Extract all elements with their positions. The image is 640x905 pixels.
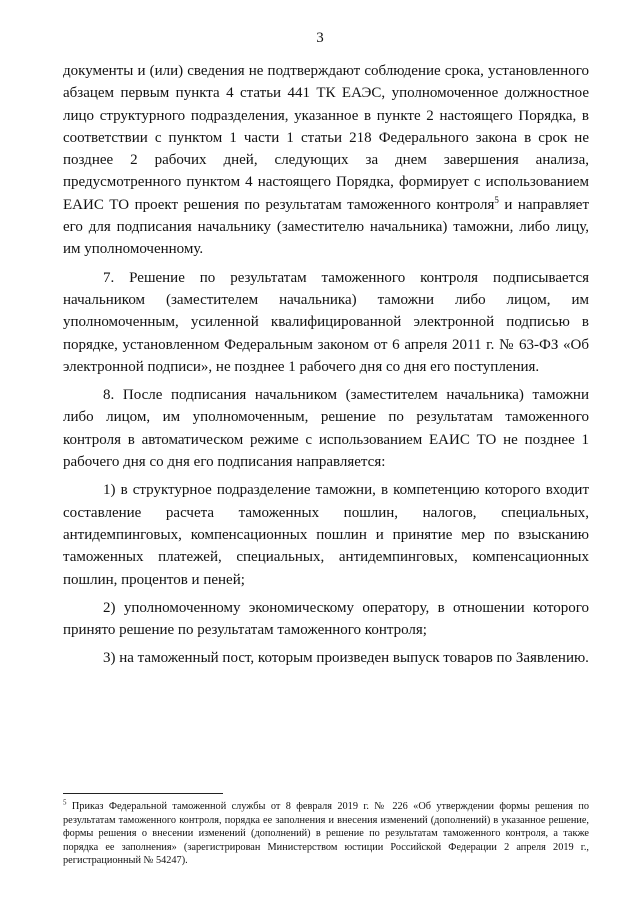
footnote-text: Приказ Федеральной таможенной службы от 8 февраля 2019 г. № 226 «Об утверждении формы решения по результатам таможенного контроля, порядка ее заполнения и внесения изменений (дополнений) в указанное решение, формы решения о внесении изменений (дополнений) в решение по результатам таможенного контроля, а также порядка ее заполнения» (зарегистрирован Министерством юстиции Российской Федерации 2 апреля 2019 г., регистрационный № 54247).	[63, 801, 589, 866]
paragraph-continued-end: и направляет его для подписания начальнику (заместителю начальника) таможни, либо лицу, им уполномоченному.	[63, 196, 589, 258]
footnote-reference[interactable]: 5	[494, 194, 499, 205]
footnote-divider	[63, 793, 223, 794]
footnote-number: 5	[63, 798, 67, 807]
paragraph-continued-text: документы и (или) сведения не подтверждают соблюдение срока, установленного абзацем первым пункта 4 статьи 441 ТК ЕАЭС, уполномоченное должностное лицо структурного подразделения, указанное в пункте 2 настоящего Порядка, в соответствии с пунктом 1 части 1 статьи 218 Федерального закона в срок не позднее 2 рабочих дней, следующих за днем завершения анализа, предусмотренного пунктом 4 настоящего Порядка, формирует с использованием ЕАИС ТО проект решения по результатам таможенного контроля	[63, 63, 589, 213]
paragraph-continued	[63, 60, 589, 261]
paragraph-8: 8. После подписания начальником (заместителем начальника) таможни либо лицом, им уполномоченным, решение по результатам таможенного контроля в автоматическом режиме с использованием ЕАИС ТО не позднее 1 рабочего дня со дня его подписания направляется:	[63, 387, 589, 471]
paragraph-7: 7. Решение по результатам таможенного контроля подписывается начальником (заместителем начальника) таможни либо лицом, им уполномоченным, усиленной квалифицированной электронной подписью в порядке, установленном Федеральным законом от 6 апреля 2011 г. № 63-ФЗ «Об электронной подписи», не позднее 1 рабочего дня со дня его поступления.	[63, 269, 589, 375]
page-number: 3	[316, 30, 324, 46]
footnote	[63, 800, 589, 868]
body-text	[63, 60, 589, 670]
list-item-1: 1) в структурное подразделение таможни, в компетенцию которого входит составление расчета таможенных пошлин, налогов, специальных, антидемпинговых, компенсационных пошлин и принятие мер по взысканию таможенных платежей, специальных, антидемпинговых, компенсационных пошлин, процентов и пеней;	[63, 482, 589, 588]
list-item-3: 3) на таможенный пост, которым произведен выпуск товаров по Заявлению.	[103, 650, 589, 667]
list-item-2: 2) уполномоченному экономическому оператору, в отношении которого принято решение по результатам таможенного контроля;	[63, 599, 589, 639]
